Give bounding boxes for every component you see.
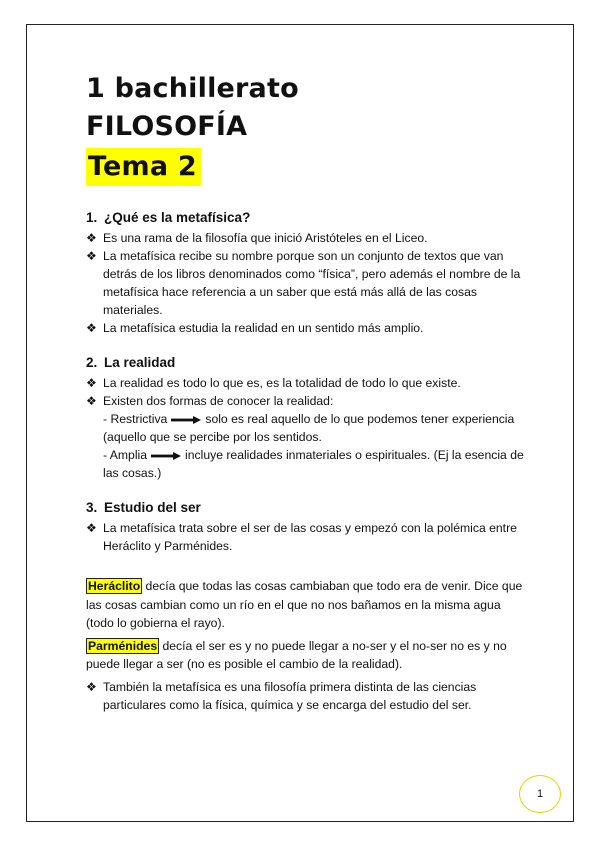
bullet-list bbox=[86, 229, 526, 337]
list-item-text: La metafísica estudia la realidad en un sentido más amplio. bbox=[103, 321, 424, 335]
heraclito-name: Heráclito bbox=[88, 579, 141, 593]
heraclito-paragraph bbox=[86, 577, 526, 633]
amplia-label: - Amplia bbox=[103, 448, 148, 462]
list-item bbox=[86, 392, 526, 482]
restrictiva-label: - Restrictiva bbox=[103, 412, 168, 426]
list-item bbox=[86, 519, 526, 555]
topic-highlight: Tema 2 bbox=[86, 148, 201, 186]
bullet-list bbox=[86, 519, 526, 555]
parmenides-text: decía el ser es y no puede llegar a no-ser y el no-ser no es y no puede llegar a ser (no es posible el cambio de la realidad). bbox=[86, 638, 507, 671]
section-estudio-del-ser bbox=[86, 498, 526, 555]
section-heading bbox=[86, 353, 526, 372]
section-number: 1. bbox=[86, 210, 98, 225]
diamond-bullet-icon: ❖ bbox=[86, 321, 97, 335]
right-arrow-icon bbox=[171, 416, 201, 424]
section-heading bbox=[86, 208, 526, 227]
section-title-text: ¿Qué es la metafísica? bbox=[104, 210, 251, 225]
philosophers-block bbox=[86, 577, 526, 714]
list-item bbox=[86, 678, 526, 714]
section-number: 2. bbox=[86, 355, 98, 370]
restrictiva-text: solo es real aquello de lo que podemos tener experiencia (aquello que se percibe por los sentidos. bbox=[103, 412, 515, 444]
list-item bbox=[86, 319, 526, 337]
diamond-bullet-icon: ❖ bbox=[86, 231, 97, 245]
right-arrow-icon bbox=[151, 452, 181, 460]
list-item-text: La metafísica trata sobre el ser de las cosas y empezó con la polémica entre Heráclito y Parménides. bbox=[103, 521, 517, 553]
parmenides-name: Parménides bbox=[88, 638, 158, 653]
list-item-text: Existen dos formas de conocer la realidad: bbox=[103, 394, 334, 408]
diamond-bullet-icon: ❖ bbox=[86, 521, 97, 535]
heraclito-text: decía que todas las cosas cambiaban que todo era de venir. Dice que las cosas cambian como un río en el que no nos bañamos en la misma agua (todo lo gobierna el rayo). bbox=[86, 579, 523, 630]
section-title-text: Estudio del ser bbox=[104, 500, 201, 515]
list-item-text: También la metafísica es una filosofía primera distinta de las ciencias particulares como la física, química y se encarga del estudio del ser. bbox=[103, 679, 477, 712]
subject-title: FILOSOFÍA bbox=[86, 111, 248, 142]
topic-title bbox=[86, 146, 526, 186]
list-item bbox=[86, 229, 526, 247]
diamond-bullet-icon: ❖ bbox=[86, 249, 97, 263]
list-item bbox=[86, 247, 526, 319]
document-body bbox=[86, 70, 526, 714]
section-realidad bbox=[86, 353, 526, 482]
section-number: 3. bbox=[86, 500, 98, 515]
diamond-bullet-icon: ❖ bbox=[86, 376, 97, 390]
list-item-text: Es una rama de la filosofía que inició Aristóteles en el Liceo. bbox=[103, 231, 428, 245]
section-title-text: La realidad bbox=[104, 355, 176, 370]
amplia-text: incluye realidades inmateriales o espirituales. (Ej la esencia de las cosas.) bbox=[103, 448, 524, 480]
diamond-bullet-icon: ❖ bbox=[86, 394, 97, 408]
parmenides-paragraph bbox=[86, 637, 526, 674]
list-item-text: La realidad es todo lo que es, es la totalidad de todo lo que existe. bbox=[103, 376, 461, 390]
bullet-list bbox=[86, 678, 526, 714]
section-metafisica bbox=[86, 208, 526, 337]
diamond-bullet-icon: ❖ bbox=[86, 679, 97, 694]
list-item bbox=[86, 374, 526, 392]
amplia-line bbox=[103, 446, 526, 482]
page-number: 1 bbox=[519, 775, 561, 813]
section-heading bbox=[86, 498, 526, 517]
restrictiva-line bbox=[103, 410, 526, 446]
course-title: 1 bachillerato bbox=[86, 73, 299, 104]
bullet-list bbox=[86, 374, 526, 482]
list-item-text: La metafísica recibe su nombre porque son un conjunto de textos que van detrás de los libros denominados como “física”, pero además el nombre de la metafísica hace referencia a un saber que está más allá de las cosas materiales. bbox=[103, 249, 521, 317]
